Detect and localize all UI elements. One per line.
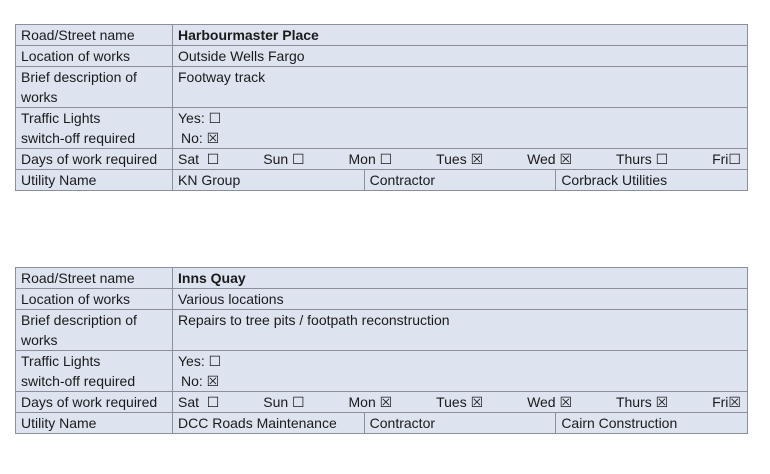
- day-checkbox-sun[interactable]: Sun ☐: [263, 151, 305, 167]
- road-value: Inns Quay: [173, 268, 748, 289]
- location-value: Outside Wells Fargo: [173, 46, 748, 67]
- traffic-lights-options: [173, 108, 748, 149]
- traffic-lights-row: [16, 351, 748, 392]
- day-checkbox-sun[interactable]: Sun ☐: [263, 394, 305, 410]
- days-label: Days of work required: [16, 149, 173, 170]
- days-options: [173, 392, 748, 413]
- road-label: Road/Street name: [16, 25, 173, 46]
- traffic-no-checkbox[interactable]: No: ☒: [181, 373, 220, 389]
- location-value: Various locations: [173, 289, 748, 310]
- day-checkbox-tues[interactable]: Tues ☒: [436, 394, 484, 410]
- utility-value: DCC Roads Maintenance: [173, 413, 365, 434]
- description-value: Repairs to tree pits / footpath reconstruction: [173, 310, 748, 351]
- day-checkbox-fri[interactable]: Fri☒: [712, 394, 741, 410]
- days-row: [16, 392, 748, 413]
- utility-label: Utility Name: [16, 413, 173, 434]
- day-checkbox-thurs[interactable]: Thurs ☒: [615, 394, 669, 410]
- traffic-lights-label-line-1: Traffic Lights: [21, 353, 101, 369]
- location-label: Location of works: [16, 289, 173, 310]
- utility-row: [16, 170, 748, 191]
- day-checkbox-thurs[interactable]: Thurs ☐: [615, 151, 669, 167]
- days-label: Days of work required: [16, 392, 173, 413]
- traffic-yes-checkbox[interactable]: Yes: ☐: [178, 353, 222, 369]
- day-checkbox-wed[interactable]: Wed ☒: [527, 394, 573, 410]
- traffic-lights-label: [16, 108, 173, 149]
- location-label: Location of works: [16, 46, 173, 67]
- contractor-label: Contractor: [364, 413, 556, 434]
- days-options: [173, 149, 748, 170]
- day-checkbox-mon[interactable]: Mon ☒: [348, 394, 393, 410]
- traffic-lights-options: [173, 351, 748, 392]
- traffic-yes-checkbox[interactable]: Yes: ☐: [178, 110, 222, 126]
- location-row: [16, 46, 748, 67]
- day-checkbox-fri[interactable]: Fri☐: [712, 151, 741, 167]
- traffic-lights-label-line-2: switch-off required: [21, 130, 136, 146]
- day-checkbox-tues[interactable]: Tues ☒: [436, 151, 484, 167]
- utility-row: [16, 413, 748, 434]
- road-row: [16, 25, 748, 46]
- description-row: [16, 67, 748, 108]
- day-checkbox-mon[interactable]: Mon ☐: [348, 151, 393, 167]
- day-checkbox-wed[interactable]: Wed ☒: [527, 151, 573, 167]
- traffic-lights-row: [16, 108, 748, 149]
- day-checkbox-sat[interactable]: Sat ☐: [178, 151, 220, 167]
- days-row: [16, 149, 748, 170]
- description-row: [16, 310, 748, 351]
- utility-value: KN Group: [173, 170, 365, 191]
- traffic-lights-label-line-2: switch-off required: [21, 373, 136, 389]
- road-label: Road/Street name: [16, 268, 173, 289]
- contractor-label: Contractor: [364, 170, 556, 191]
- description-label: Brief description of works: [16, 67, 173, 108]
- traffic-lights-label: [16, 351, 173, 392]
- location-row: [16, 289, 748, 310]
- day-checkbox-sat[interactable]: Sat ☐: [178, 394, 220, 410]
- traffic-no-checkbox[interactable]: No: ☒: [181, 130, 220, 146]
- description-value: Footway track: [173, 67, 748, 108]
- road-row: [16, 268, 748, 289]
- works-notice-table-2: [15, 267, 748, 434]
- utility-label: Utility Name: [16, 170, 173, 191]
- works-notice-table-1: [15, 24, 748, 191]
- road-value: Harbourmaster Place: [173, 25, 748, 46]
- traffic-lights-label-line-1: Traffic Lights: [21, 110, 101, 126]
- description-label: Brief description of works: [16, 310, 173, 351]
- contractor-value: Cairn Construction: [556, 413, 748, 434]
- contractor-value: Corbrack Utilities: [556, 170, 748, 191]
